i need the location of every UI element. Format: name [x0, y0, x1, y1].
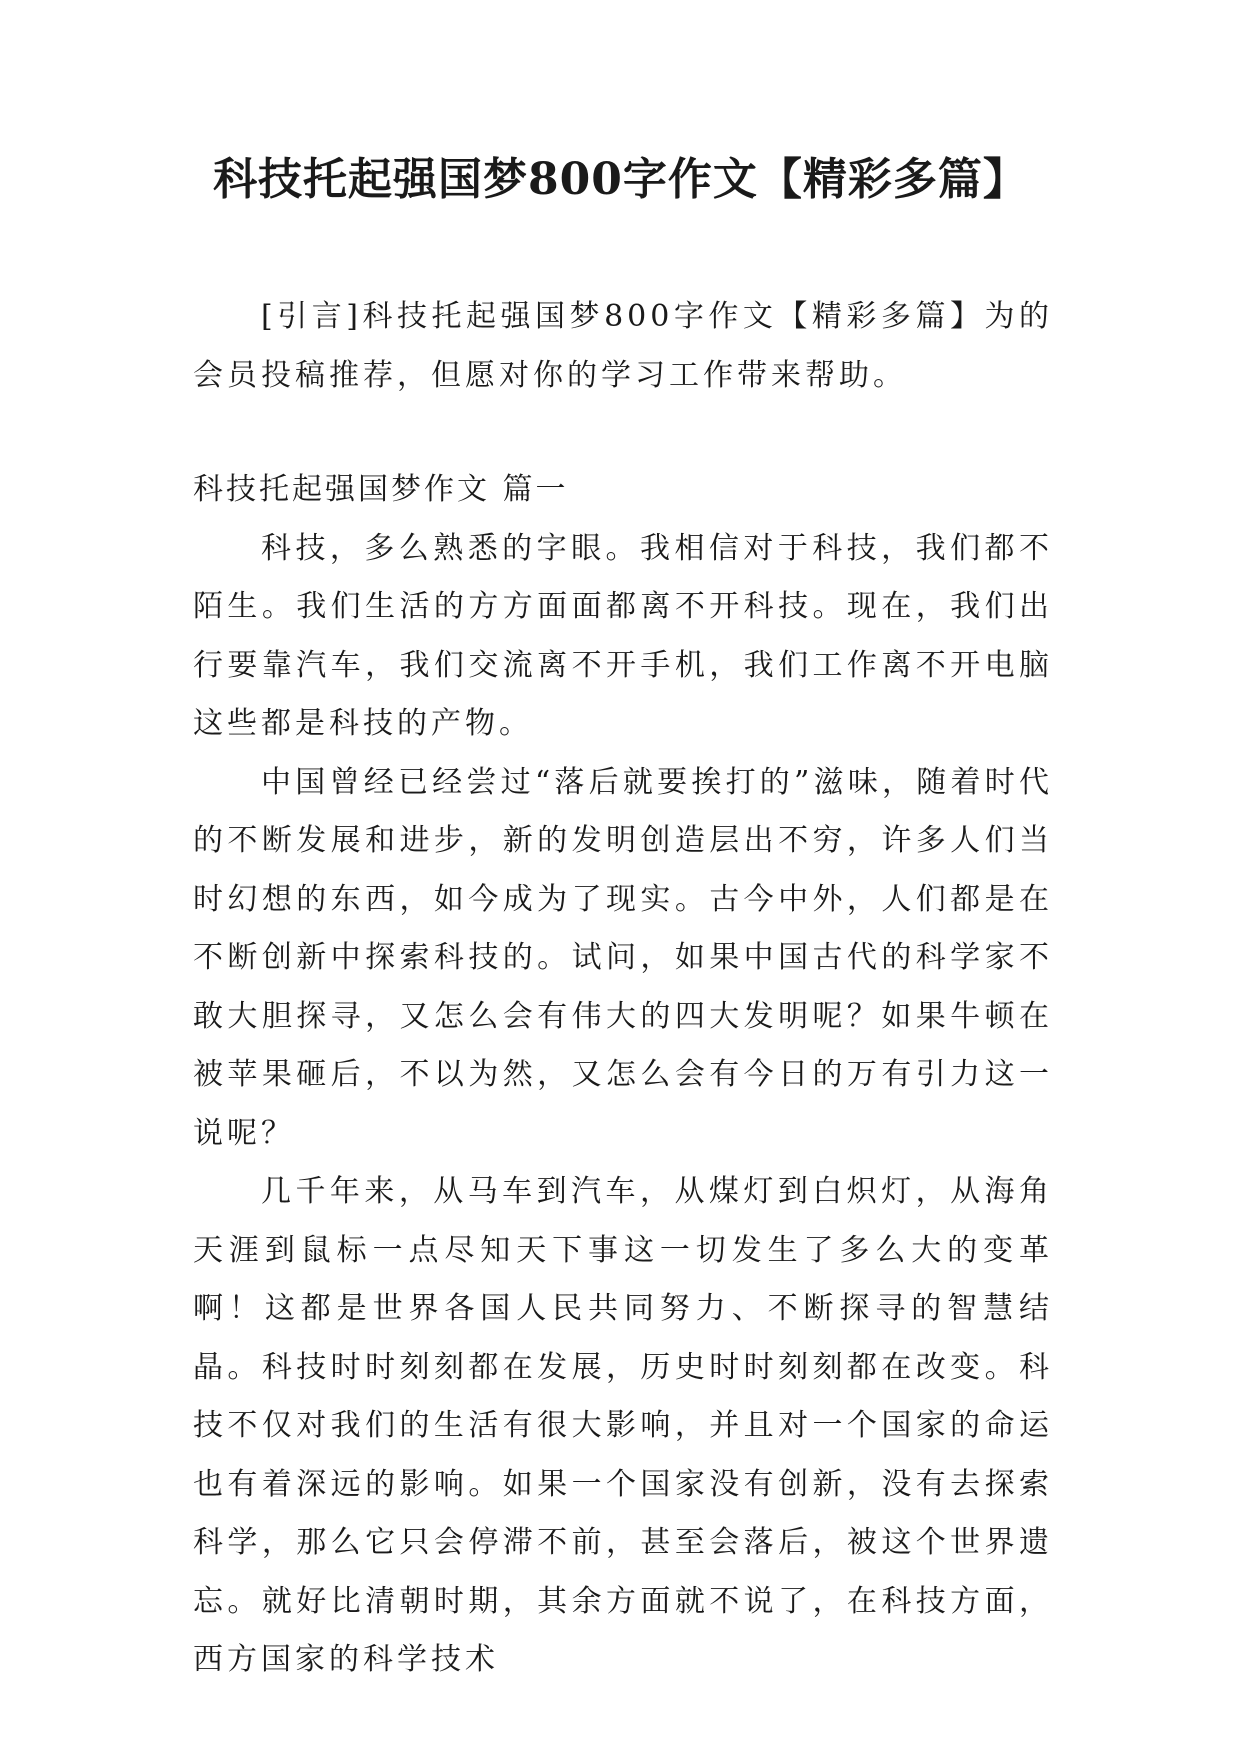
intro-paragraph: [引言]科技托起强国梦800字作文【精彩多篇】为的会员投稿推荐，但愿对你的学习工作带来帮助。 [193, 299, 1053, 393]
body-paragraph-2: 中国曾经已经尝过“落后就要挨打的”滋味，随着时代的不断发展和进步，新的发明创造层出不穷，许多人们当时幻想的东西，如今成为了现实。古今中外，人们都是在不断创新中探索科技的。试问，如果中国古代的科学家不敢大胆探寻，又怎么会有伟大的四大发明呢？如果牛顿在被苹果砸后，不以为然，又怎么会有今日的万有引力这一说呢？ [193, 764, 1053, 1151]
body-paragraph-1: 科技，多么熟悉的字眼。我相信对于科技，我们都不陌生。我们生活的方方面面都离不开科技。现在，我们出行要靠汽车，我们交流离不开手机，我们工作离不开电脑这些都是科技的产物。 [193, 530, 1053, 741]
section-heading: 科技托起强国梦作文 篇一 [193, 472, 569, 507]
document-title: 科技托起强国梦800字作文【精彩多篇】 [213, 154, 1028, 205]
document-body [193, 461, 1053, 1690]
body-paragraph-3: 几千年来，从马车到汽车，从煤灯到白炽灯，从海角天涯到鼠标一点尽知天下事这一切发生了多么大的变革啊！这都是世界各国人民共同努力、不断探寻的智慧结晶。科技时时刻刻都在发展，历史时时刻刻都在改变。科技不仅对我们的生活有很大影响，并且对一个国家的命运也有着深远的影响。如果一个国家没有创新，没有去探索科学，那么它只会停滞不前，甚至会落后，被这个世界遗忘。就好比清朝时期，其余方面就不说了，在科技方面，西方国家的科学技术 [193, 1174, 1053, 1677]
